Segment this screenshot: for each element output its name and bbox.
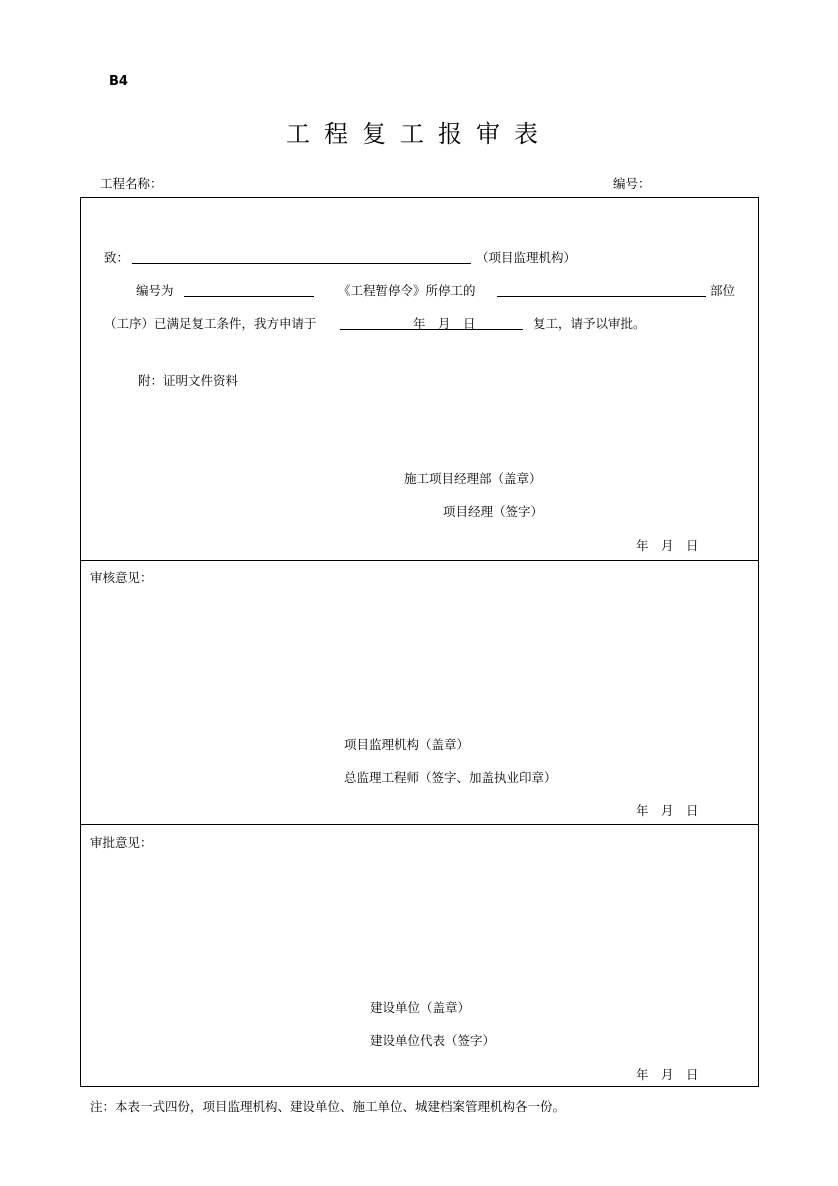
suspension-order-text: 《工程暂停令》所停工的 [338, 283, 476, 298]
chief-engineer-sign-label: 总监理工程师（签字、加盖执业印章） [344, 770, 557, 785]
application-date: 年 月 日 [636, 538, 699, 553]
serial-blank-line[interactable] [184, 296, 314, 297]
to-label: 致： [104, 250, 130, 265]
approval-date: 年 月 日 [636, 1067, 699, 1082]
part-suffix: 部位 [710, 283, 736, 298]
project-name-label: 工程名称： [100, 176, 163, 191]
resume-request-text: 复工，请予以审批。 [533, 316, 646, 331]
manager-sign-label: 项目经理（签字） [443, 504, 544, 519]
owner-seal-label: 建设单位（盖章） [370, 1000, 471, 1015]
resume-date-inline: 年 月 日 [413, 316, 476, 331]
form-title: 工程复工报审表 [286, 120, 552, 148]
owner-representative-sign-label: 建设单位代表（签字） [370, 1033, 496, 1048]
attachment-label: 附：证明文件资料 [138, 373, 239, 388]
part-blank-line[interactable] [497, 296, 706, 297]
contractor-seal-label: 施工项目经理部（盖章） [404, 471, 542, 486]
section-divider-review [80, 560, 759, 561]
review-date: 年 月 日 [636, 803, 699, 818]
review-opinion-label: 审核意见： [90, 570, 153, 585]
approval-opinion-label: 审批意见： [90, 835, 153, 850]
section-divider-approval [80, 824, 759, 825]
process-text: （工序）已满足复工条件，我方申请于 [104, 316, 317, 331]
supervision-seal-label: 项目监理机构（盖章） [344, 737, 470, 752]
number-label: 编号： [613, 176, 651, 191]
footer-note: 注：本表一式四份，项目监理机构、建设单位、施工单位、城建档案管理机构各一份。 [90, 1099, 566, 1114]
recipient-blank-line[interactable] [132, 263, 471, 264]
recipient-suffix: （项目监理机构） [476, 250, 577, 265]
document-code: B4 [109, 74, 128, 89]
serial-prefix: 编号为 [136, 283, 174, 298]
